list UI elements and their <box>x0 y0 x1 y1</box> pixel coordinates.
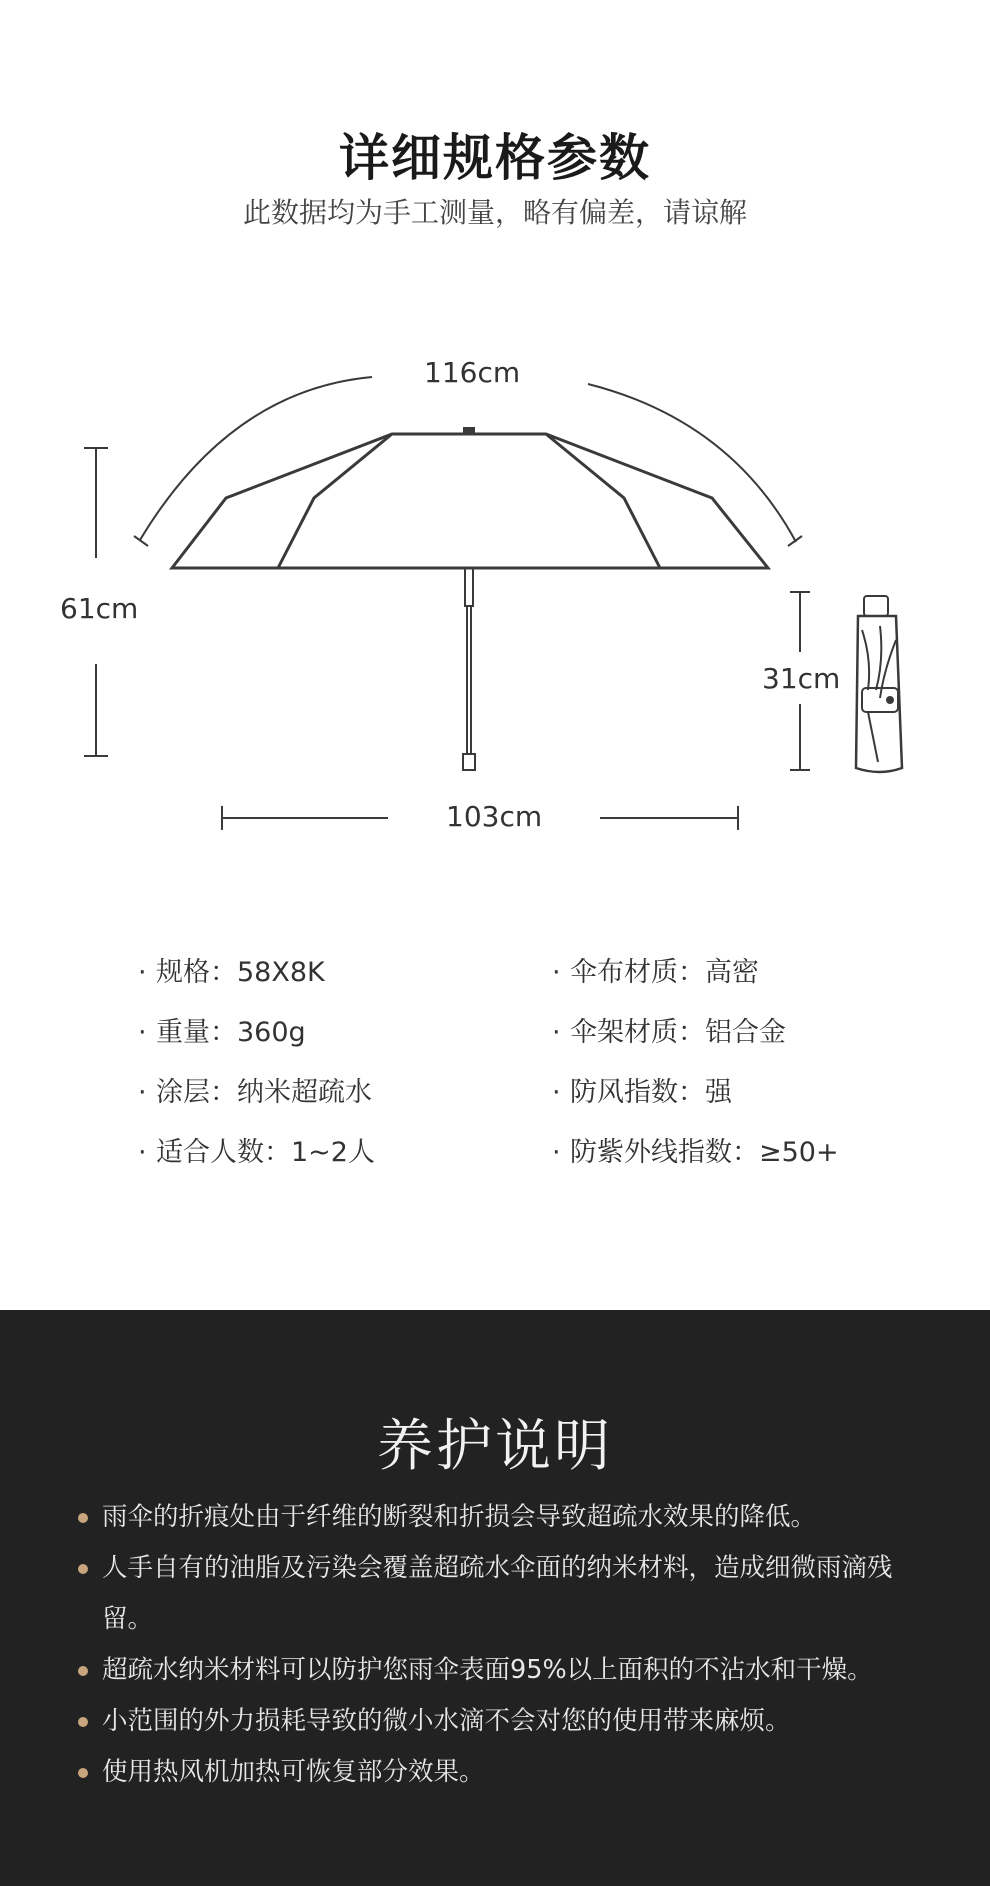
bullet-dot-icon <box>78 1717 88 1727</box>
folded-length-label: 31cm <box>762 662 841 695</box>
arc-length-label: 116cm <box>424 356 521 389</box>
bullet-dot-icon <box>78 1513 88 1523</box>
care-item: 超疏水纳米材料可以防护您雨伞表面95%以上面积的不沾水和干燥。 <box>78 1645 938 1696</box>
spec-item: · 伞布材质：高密 <box>552 957 759 988</box>
folded-umbrella-handle <box>864 596 888 616</box>
spec-item: · 防紫外线指数：≥50+ <box>552 1137 839 1168</box>
umbrella-diagram <box>0 330 990 850</box>
care-item: 使用热风机加热可恢复部分效果。 <box>78 1747 938 1798</box>
spec-item: · 涂层：纳米超疏水 <box>138 1077 372 1108</box>
care-title: 养护说明 <box>377 1414 613 1479</box>
spec-item: · 规格：58X8K <box>138 957 325 988</box>
spec-item: · 防风指数：强 <box>552 1077 732 1108</box>
spec-title: 详细规格参数 <box>339 129 651 187</box>
care-item: 小范围的外力损耗导致的微小水滴不会对您的使用带来麻烦。 <box>78 1696 938 1747</box>
height-open-label: 61cm <box>60 592 139 625</box>
bullet-dot-icon <box>78 1564 88 1574</box>
umbrella-illustration <box>0 330 990 850</box>
care-item: 人手自有的油脂及污染会覆盖超疏水伞面的纳米材料，造成细微雨滴残留。 <box>78 1543 938 1645</box>
width-open-label: 103cm <box>446 800 543 833</box>
care-list <box>78 1492 938 1798</box>
spec-item: · 适合人数：1~2人 <box>138 1137 375 1168</box>
bullet-dot-icon <box>78 1666 88 1676</box>
arc-left-line <box>140 377 372 540</box>
bullet-dot-icon <box>78 1768 88 1778</box>
care-section <box>0 1310 990 1886</box>
care-item: 雨伞的折痕处由于纤维的断裂和折损会导致超疏水效果的降低。 <box>78 1492 938 1543</box>
spec-subtitle: 此数据均为手工测量，略有偏差，请谅解 <box>242 196 747 229</box>
spec-item: · 重量：360g <box>138 1017 306 1048</box>
spec-item: · 伞架材质：铝合金 <box>552 1017 786 1048</box>
canopy-outline <box>172 434 768 568</box>
